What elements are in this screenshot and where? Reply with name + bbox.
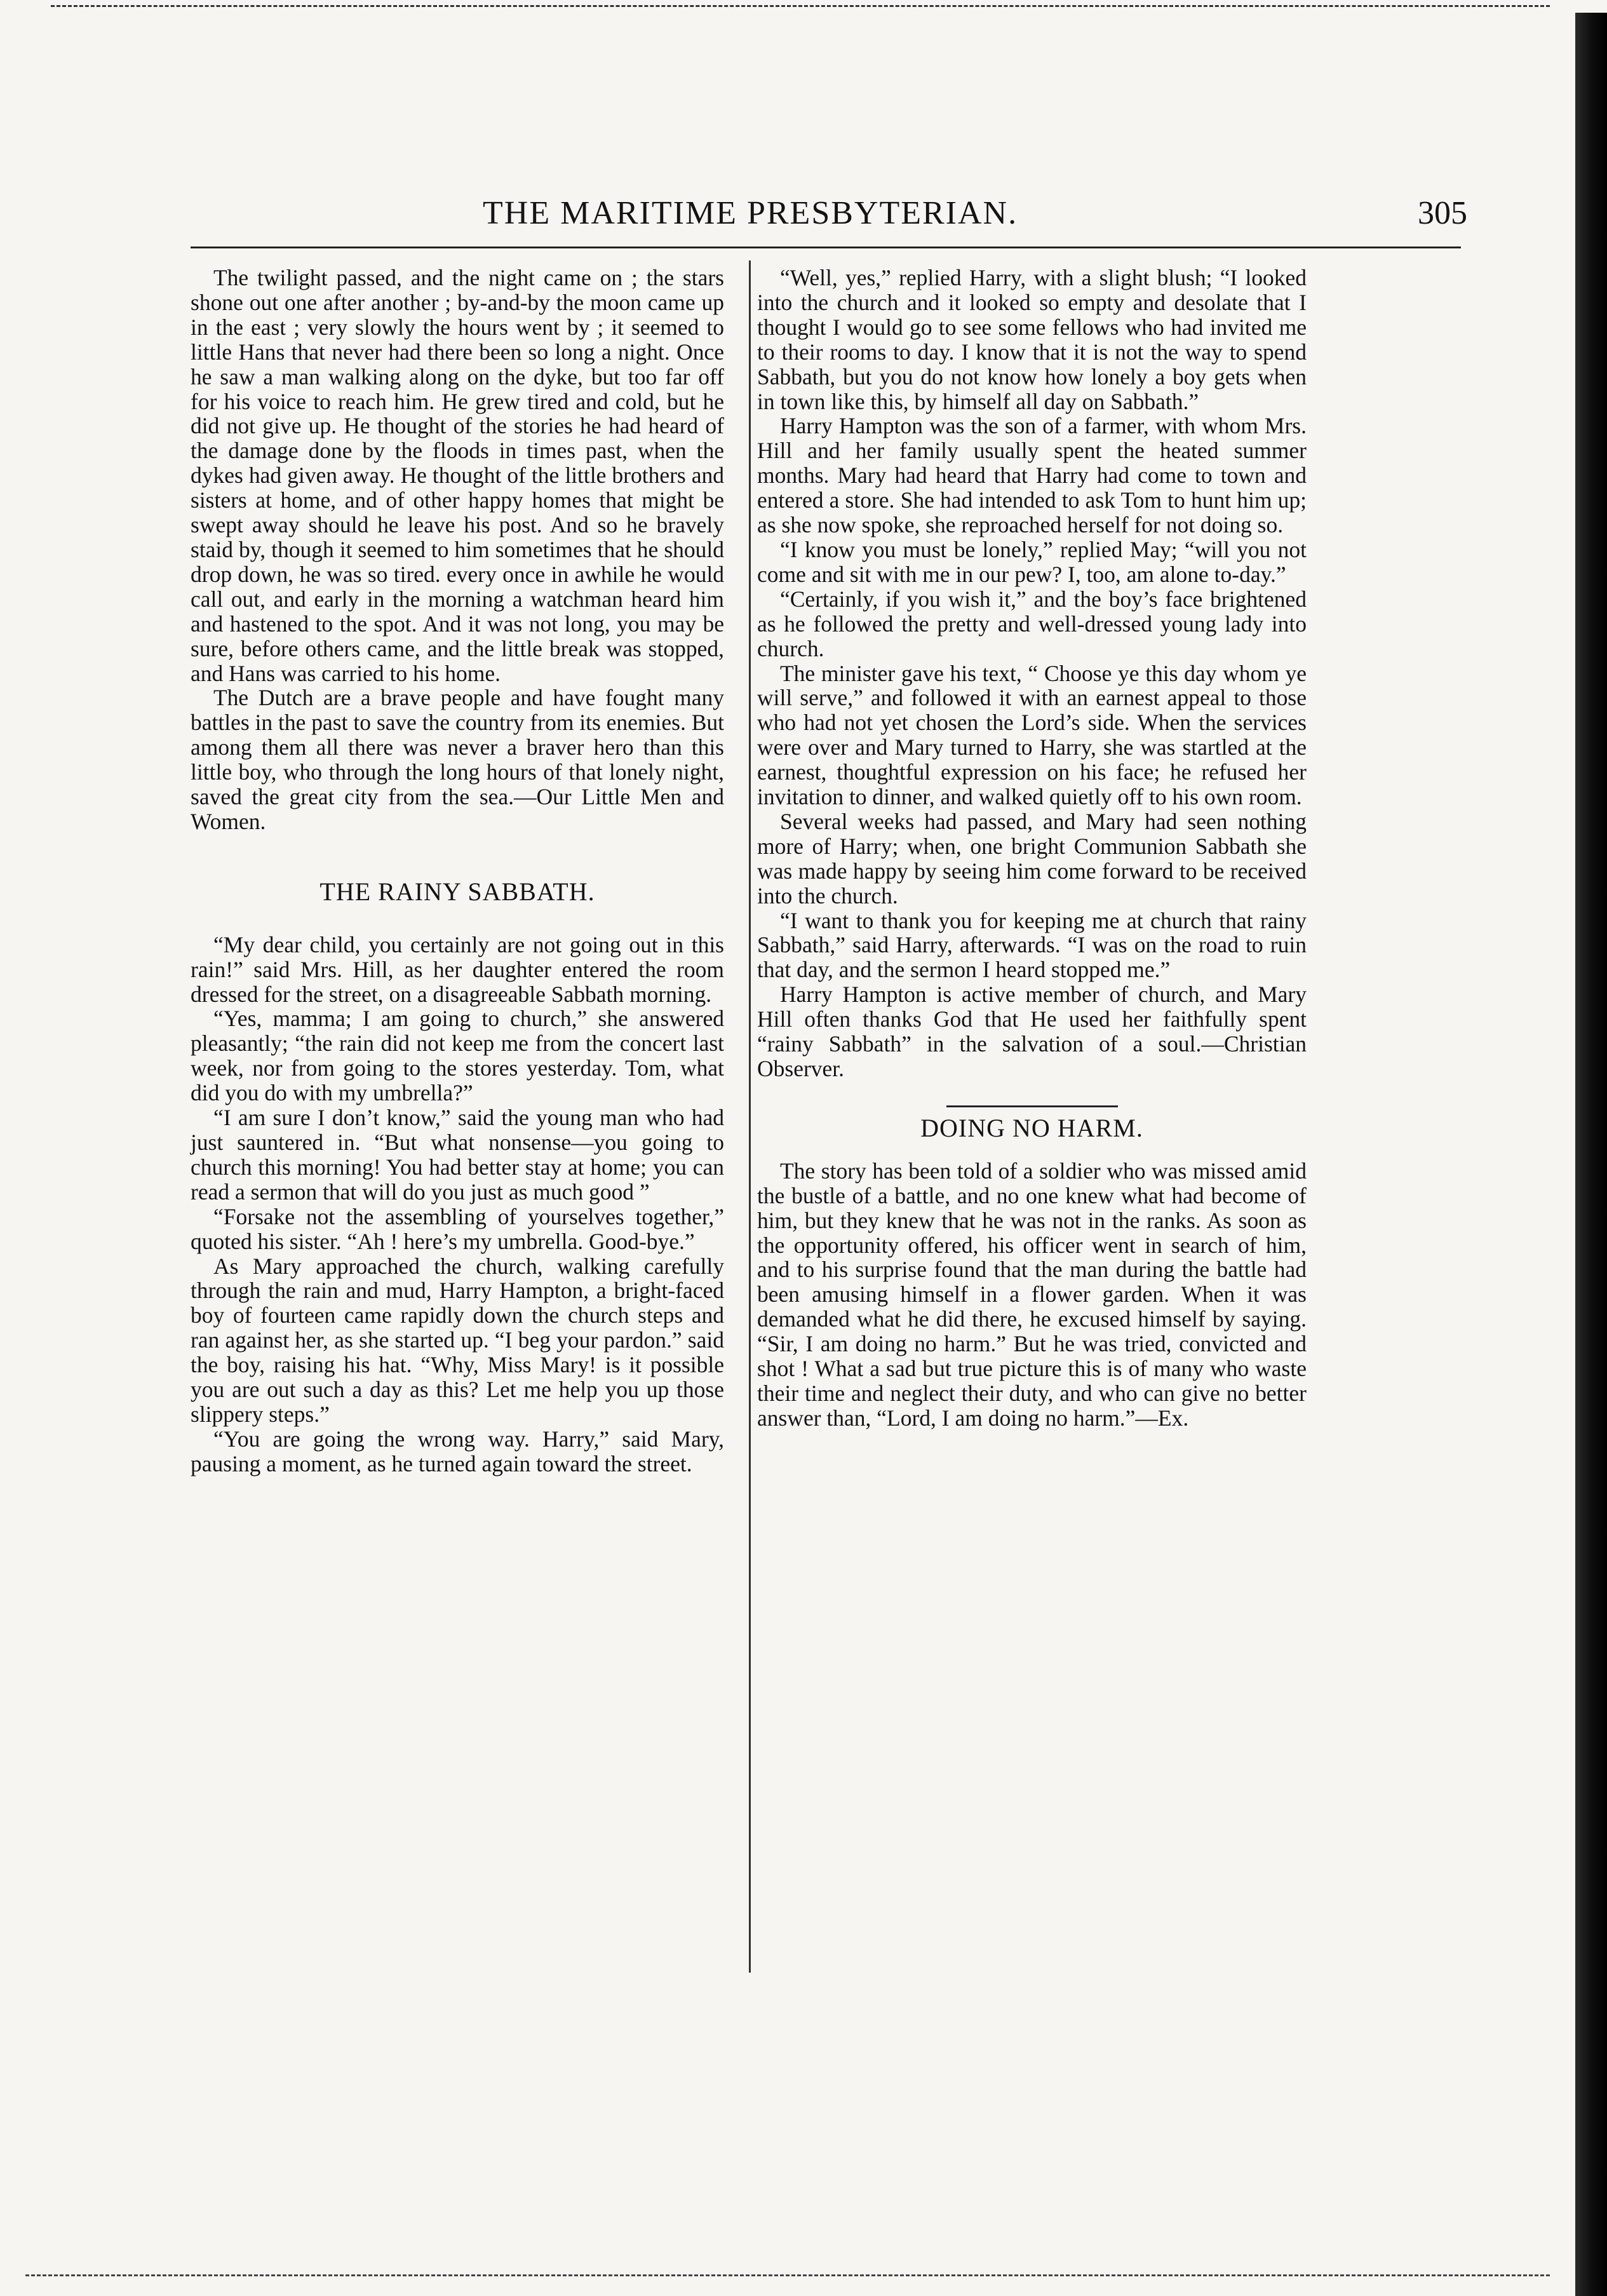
paragraph: Harry Hampton was the son of a farmer, with whom Mrs. Hill and her family usually spent the heated summer months. Mary had heard that Harry had come to town and entered a store. She had intended to ask Tom to hunt him up; as she now spoke, she reproached herself for not doing so. bbox=[757, 413, 1307, 538]
paragraph: “You are going the wrong way. Harry,” said Mary, pausing a moment, as he turned again toward the street. bbox=[191, 1426, 724, 1476]
top-edge-rule bbox=[51, 5, 1550, 7]
paragraph: The twilight passed, and the night came on ; the stars shone out one after another ; by-and-by the moon came up in the east ; very slowly the hours went by ; it seemed to little Hans that never had there been so long a night. Once he saw a man walking along on the dyke, but too far off for his voice to reach him. He grew tired and cold, but he did not give up. He thought of the stories he had heard of the damage done by the floods in times past, when the dykes had given away. He thought of the little brothers and sisters at home, and of other happy homes that might be swept away should he leave his post. And so he bravely staid by, though it seemed to him sometimes that he should drop down, he was so tired. every once in awhile he would call out, and early in the morning a watchman heard him and hastened to the spot. And it was not long, you may be sure, before others came, and the little break was stopped, and Hans was carried to his home. bbox=[191, 265, 724, 686]
section-rule bbox=[946, 1105, 1118, 1107]
paragraph: The Dutch are a brave people and have fought many battles in the past to save the country from its enemies. But among them all there was never a braver hero than this little boy, who through the long hours of that lonely night, saved the great city from the sea.—Our Little Men and Women. bbox=[191, 685, 724, 834]
paragraph: “I am sure I don’t know,” said the young man who had just sauntered in. “But what nonsense—you going to church this morning! You had better stay at home; you can read a sermon that will do you just as much good ” bbox=[191, 1105, 724, 1205]
paragraph: “My dear child, you certainly are not going out in this rain!” said Mrs. Hill, as her daughter entered the room dressed for the street, on a disagreeable Sabbath morning. bbox=[191, 931, 724, 1007]
article-heading-doing-no-harm: DOING NO HARM. bbox=[920, 1113, 1143, 1142]
paragraph: The story has been told of a soldier who was missed amid the bustle of a battle, and no one knew what had become of him, but they knew that he was not in the ranks. As soon as the opportunity offered, his officer went in search of him, and to his surprise found that the man during the battle had been amusing himself in a flower garden. When it was demanded what he did there, he excused himself by saying. “Sir, I am doing no harm.” But he was tried, convicted and shot ! What a sad but true picture this is of many who waste their time and neglect their duty, and who can give no better answer than, “Lord, I am doing no harm.”—Ex. bbox=[757, 1158, 1307, 1431]
paragraph: Several weeks had passed, and Mary had seen nothing more of Harry; when, one bright Communion Sabbath she was made happy by seeing him come forward to be received into the church. bbox=[757, 808, 1307, 908]
paragraph: Harry Hampton is active member of church, and Mary Hill often thanks God that He used her faithfully spent “rainy Sabbath” in the salvation of a soul.—Christian Observer. bbox=[757, 982, 1307, 1081]
left-column bbox=[191, 266, 724, 1476]
page-binding-edge bbox=[1575, 13, 1607, 2296]
running-title: THE MARITIME PRESBYTERIAN. bbox=[483, 195, 1018, 231]
paragraph: “I know you must be lonely,” replied May; “will you not come and sit with me in our pew? I, too, am alone to-day.” bbox=[757, 536, 1307, 587]
paragraph: “Well, yes,” replied Harry, with a slight blush; “I looked into the church and it looked so empty and desolate that I thought I would go to see some fellows who had invited me to their rooms to day. I know that it is not the way to spend Sabbath, but you do not know how lonely a boy gets when in town like this, by himself all day on Sabbath.” bbox=[757, 265, 1307, 414]
column-divider bbox=[749, 260, 751, 1973]
paragraph: “Yes, mamma; I am going to church,” she answered pleasantly; “the rain did not keep me from the concert last week, nor from going to the stores yesterday. Tom, what did you do with my umbrella?” bbox=[191, 1006, 724, 1106]
header-rule bbox=[191, 246, 1461, 248]
paragraph: “Forsake not the assembling of yourselves together,” quoted his sister. “Ah ! here’s my umbrella. Good-bye.” bbox=[191, 1203, 724, 1254]
paragraph: “Certainly, if you wish it,” and the boy’s face brightened as he followed the pretty and well-dressed young lady into church. bbox=[757, 586, 1307, 661]
article-heading-rainy-sabbath: THE RAINY SABBATH. bbox=[319, 877, 595, 906]
right-column bbox=[757, 266, 1307, 1431]
paragraph: “I want to thank you for keeping me at church that rainy Sabbath,” said Harry, afterwards. “I was on the road to ruin that day, and the sermon I heard stopped me.” bbox=[757, 907, 1307, 983]
page-header bbox=[171, 191, 1467, 241]
page-number: 305 bbox=[1418, 195, 1467, 231]
bottom-edge-rule bbox=[25, 2274, 1550, 2276]
paragraph: The minister gave his text, “ Choose ye this day whom ye will serve,” and followed it with an earnest appeal to those who had not yet chosen the Lord’s side. When the services were over and Mary turned to Harry, she was startled at the earnest, thoughtful expression on his face; he refused her invitation to dinner, and walked quietly off to his own room. bbox=[757, 660, 1307, 810]
paragraph: As Mary approached the church, walking carefully through the rain and mud, Harry Hampton, a bright-faced boy of fourteen came rapidly down the church steps and ran against her, as she started up. “I beg your pardon.” said the boy, raising his hat. “Why, Miss Mary! is it possible you are out such a day as this? Let me help you up those slippery steps.” bbox=[191, 1253, 724, 1427]
